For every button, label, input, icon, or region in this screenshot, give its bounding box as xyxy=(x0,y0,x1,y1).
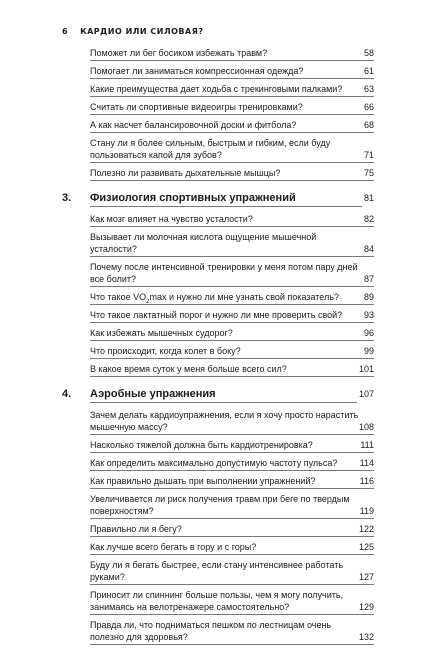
toc-page-number: 66 xyxy=(363,102,374,112)
toc-page-number: 61 xyxy=(363,66,374,76)
table-of-contents xyxy=(62,47,374,649)
toc-entry[interactable]: Как мозг влияет на чувство усталости? 82 xyxy=(90,213,374,227)
toc-entry[interactable]: Помогает ли заниматься компрессионная одежда? 61 xyxy=(90,65,374,79)
toc-entry[interactable]: Почему после интенсивной тренировки у меня потом пару дней все болит? 87 xyxy=(90,261,374,287)
toc-page-number: 111 xyxy=(360,440,374,450)
toc-page-number: 127 xyxy=(358,572,374,582)
toc-entry[interactable]: Приносит ли спиннинг больше пользы, чем я могу получить, занимаясь на велотренажере самостоятельно? 129 xyxy=(90,589,374,615)
toc-page-number: 132 xyxy=(358,632,374,642)
chapter-heading[interactable] xyxy=(62,191,374,207)
page-number: 6 xyxy=(62,27,69,36)
chapter-page-number: 107 xyxy=(358,389,374,399)
toc-entry[interactable]: Как правильно дышать при выполнении упражнений? 116 xyxy=(90,475,374,489)
toc-page-number: 114 xyxy=(359,458,374,468)
toc-page-number: 87 xyxy=(363,274,374,284)
toc-page-number: 129 xyxy=(358,602,374,612)
chapter-number: 3. xyxy=(62,192,72,204)
toc-page-number: 58 xyxy=(363,48,374,58)
toc-entry[interactable]: Буду ли я бегать быстрее, если стану интенсивнее работать руками? 127 xyxy=(90,559,374,585)
toc-entry[interactable]: Что такое $VO_2\max$ и нужно ли мне узнать свой показатель? 89 xyxy=(90,292,374,305)
toc-entry[interactable]: Поможет ли бег босиком избежать травм? 58 xyxy=(90,47,374,61)
toc-page-number: 108 xyxy=(358,422,374,432)
toc-page-number: 99 xyxy=(363,346,374,356)
page-header xyxy=(62,27,204,36)
toc-page-number: 68 xyxy=(363,120,374,130)
running-title: КАРДИО ИЛИ СИЛОВАЯ? xyxy=(80,27,204,36)
toc-entry[interactable]: Что такое лактатный порог и нужно ли мне проверить свой? 93 xyxy=(90,309,374,323)
toc-page-number: 122 xyxy=(358,524,374,534)
toc-entry[interactable]: Увеличивается ли риск получения травм при беге по твердым поверхностям? 119 xyxy=(90,493,374,519)
toc-entry[interactable]: Насколько тяжелой должна быть кардиотренировка? 111 xyxy=(90,439,374,453)
toc-entry[interactable]: Считать ли спортивные видеоигры тренировками? 66 xyxy=(90,101,374,115)
toc-page-number: 71 xyxy=(363,150,374,160)
toc-entry[interactable]: Полезно ли развивать дыхательные мышцы? 75 xyxy=(90,167,374,181)
toc-page-number: 63 xyxy=(363,84,374,94)
chapter-title: Аэробные упражнения xyxy=(90,387,357,403)
chapter-title: Физиология спортивных упражнений xyxy=(90,191,362,207)
toc-entry[interactable]: Стану ли я более сильным, быстрым и гибким, если буду пользоваться капой для зубов? 71 xyxy=(90,137,374,163)
toc-entry[interactable]: Правильно ли я бегу? 122 xyxy=(90,523,374,537)
toc-entry[interactable]: Что происходит, когда колет в боку? 99 xyxy=(90,345,374,359)
toc-page-number: 89 xyxy=(363,292,374,302)
toc-entry[interactable]: Как избежать мышечных судорог? 96 xyxy=(90,327,374,341)
toc-page-number: 119 xyxy=(359,506,374,516)
toc-entry[interactable]: Вызывает ли молочная кислота ощущение мышечной усталости? 84 xyxy=(90,231,374,257)
toc-page-number: 125 xyxy=(358,542,374,552)
toc-page-number: 93 xyxy=(363,310,374,320)
toc-entry[interactable]: Правда ли, что подниматься пешком по лестницам очень полезно для здоровья? 132 xyxy=(90,619,374,645)
toc-entry[interactable]: А как насчет балансировочной доски и фитбола? 68 xyxy=(90,119,374,133)
toc-page-number: 75 xyxy=(363,168,374,178)
toc-page-number: 84 xyxy=(363,244,374,254)
toc-entry[interactable]: Зачем делать кардиоупражнения, если я хочу просто нарастить мышечную массу? 108 xyxy=(90,409,374,435)
toc-entry[interactable]: Как лучше всего бегать в гору и с горы? 125 xyxy=(90,541,374,555)
chapter-number: 4. xyxy=(62,388,72,400)
toc-entry[interactable]: Какие преимущества дает ходьба с трекинговыми палками? 63 xyxy=(90,83,374,97)
toc-page-number: 116 xyxy=(359,476,374,486)
toc-entry[interactable]: В какое время суток у меня больше всего сил? 101 xyxy=(90,363,374,377)
toc-page-number: 101 xyxy=(358,364,374,374)
chapter-heading[interactable] xyxy=(62,387,374,403)
toc-page-number: 96 xyxy=(363,328,374,338)
toc-page-number: 82 xyxy=(363,214,374,224)
chapter-page-number: 81 xyxy=(363,193,374,203)
toc-entry[interactable]: Как определить максимально допустимую частоту пульса? 114 xyxy=(90,457,374,471)
